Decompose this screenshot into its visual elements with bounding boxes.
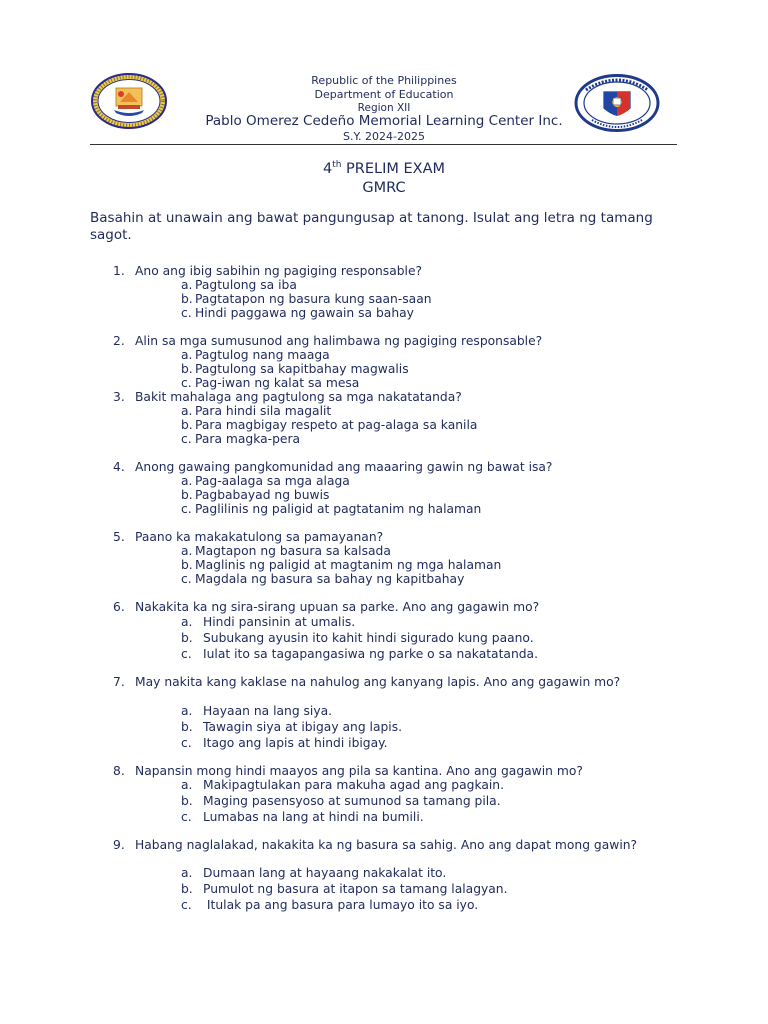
option-9c (181, 898, 478, 912)
option-letter: b. (181, 558, 193, 572)
option-text: Pagtulong sa iba (195, 278, 297, 292)
option-text: Hayaan na lang siya. (203, 704, 333, 718)
option-8c (181, 810, 424, 824)
option-letter: a. (181, 704, 193, 718)
option-text: Paglilinis ng paligid at pagtatanim ng halaman (195, 502, 482, 516)
option-letter: b. (181, 631, 193, 645)
header-region: Region XII (357, 102, 411, 114)
question-number: 6. (113, 600, 125, 614)
option-letter: b. (181, 488, 193, 502)
question-number: 9. (113, 838, 125, 852)
option-2c (181, 376, 359, 390)
option-text: Makipagtulakan para makuha agad ang pagkain. (203, 778, 505, 792)
option-text: Para hindi sila magalit (195, 404, 332, 418)
option-text: Itago ang lapis at hindi ibigay. (203, 736, 388, 750)
question-number: 7. (113, 675, 125, 689)
question-text: Anong gawaing pangkomunidad ang maaaring gawin ng bawat isa? (135, 460, 553, 474)
option-text: Maglinis ng paligid at magtanim ng mga halaman (195, 558, 502, 572)
option-2a (181, 348, 330, 362)
option-4b (181, 488, 329, 502)
option-5c (181, 572, 464, 586)
option-letter: c. (181, 572, 192, 586)
option-text: Iulat ito sa tagapangasiwa ng parke o sa nakatatanda. (203, 647, 538, 661)
option-letter: c. (181, 898, 192, 912)
option-letter: a. (181, 778, 193, 792)
option-3b (181, 418, 477, 432)
option-9b (181, 882, 508, 896)
option-2b (181, 362, 409, 376)
option-letter: a. (181, 474, 193, 488)
option-text: Pumulot ng basura at itapon sa tamang lalagyan. (203, 882, 508, 896)
exam-title (0, 161, 768, 177)
exam-ordinal: 4 (322, 161, 333, 177)
question-number: 4. (113, 460, 125, 474)
question-text: May nakita kang kaklase na nahulog ang kanyang lapis. Ano ang gagawin mo? (135, 675, 621, 689)
option-letter: c. (181, 502, 192, 516)
header-school-year: S.Y. 2024-2025 (343, 130, 425, 143)
option-6c (181, 647, 538, 661)
option-text: Itulak pa ang basura para lumayo ito sa iyo. (203, 898, 479, 912)
option-text: Magdala ng basura sa bahay ng kapitbahay (195, 572, 465, 586)
question-number: 3. (113, 390, 125, 404)
exam-title-text: PRELIM EXAM (341, 161, 446, 177)
option-7c (181, 736, 388, 750)
option-9a (181, 866, 446, 880)
question-text: Ano ang ibig sabihin ng pagiging responsable? (135, 264, 423, 278)
question-number: 5. (113, 530, 125, 544)
option-8b (181, 794, 501, 808)
option-text: Para magbigay respeto at pag-alaga sa kanila (195, 418, 478, 432)
header-department: Department of Education (314, 88, 454, 101)
option-letter: a. (181, 348, 193, 362)
option-1b (181, 292, 432, 306)
question-text: Napansin mong hindi maayos ang pila sa kantina. Ano ang gagawin mo? (135, 764, 583, 778)
option-letter: b. (181, 882, 193, 896)
exam-ordinal-suffix: th (332, 160, 342, 170)
header-divider (90, 144, 677, 145)
option-letter: a. (181, 866, 193, 880)
option-letter: c. (181, 432, 192, 446)
option-5b (181, 558, 501, 572)
option-letter: a. (181, 404, 193, 418)
option-4a (181, 474, 350, 488)
option-letter: a. (181, 278, 193, 292)
option-8a (181, 778, 504, 792)
option-letter: c. (181, 810, 192, 824)
option-text: Pagbabayad ng buwis (195, 488, 330, 502)
question-text: Nakakita ka ng sira-sirang upuan sa parke. Ano ang gagawin mo? (135, 600, 540, 614)
question-number: 1. (113, 264, 125, 278)
option-7b (181, 720, 402, 734)
question-text: Paano ka makakatulong sa pamayanan? (135, 530, 384, 544)
exam-subject: GMRC (362, 180, 406, 196)
option-text: Dumaan lang at hayaang nakakalat ito. (203, 866, 447, 880)
question-text: Bakit mahalaga ang pagtulong sa mga nakatatanda? (135, 390, 462, 404)
option-letter: a. (181, 544, 193, 558)
option-letter: b. (181, 362, 193, 376)
option-6a (181, 615, 355, 629)
option-3c (181, 432, 300, 446)
question-number: 8. (113, 764, 125, 778)
option-letter: b. (181, 720, 193, 734)
option-text: Pag-aalaga sa mga alaga (195, 474, 350, 488)
option-text: Lumabas na lang at hindi na bumili. (203, 810, 424, 824)
question-text: Alin sa mga sumusunod ang halimbawa ng pagiging responsable? (135, 334, 543, 348)
option-text: Para magka-pera (195, 432, 301, 446)
option-text: Subukang ayusin ito kahit hindi sigurado kung paano. (203, 631, 534, 645)
option-7a (181, 704, 332, 718)
option-letter: b. (181, 794, 193, 808)
question-text: Habang naglalakad, nakakita ka ng basura sa sahig. Ano ang dapat mong gawin? (135, 838, 638, 852)
option-letter: b. (181, 292, 193, 306)
instructions: Basahin at unawain ang bawat pangungusap at tanong. Isulat ang letra ng tamang sagot. (90, 210, 653, 243)
option-text: Pagtulong sa kapitbahay magwalis (195, 362, 409, 376)
option-text: Hindi pansinin at umalis. (203, 615, 356, 629)
option-4c (181, 502, 481, 516)
option-1a (181, 278, 297, 292)
option-text: Pagtatapon ng basura kung saan-saan (195, 292, 432, 306)
question-number: 2. (113, 334, 125, 348)
option-text: Magtapon ng basura sa kalsada (195, 544, 391, 558)
option-1c (181, 306, 414, 320)
option-6b (181, 631, 534, 645)
option-letter: c. (181, 376, 192, 390)
option-3a (181, 404, 331, 418)
option-text: Pagtulog nang maaga (195, 348, 330, 362)
option-letter: c. (181, 736, 192, 750)
option-text: Tawagin siya at ibigay ang lapis. (203, 720, 403, 734)
option-letter: c. (181, 306, 192, 320)
header-school-name: Pablo Omerez Cedeño Memorial Learning Center Inc. (205, 113, 563, 129)
option-text: Pag-iwan ng kalat sa mesa (195, 376, 360, 390)
option-text: Hindi paggawa ng gawain sa bahay (195, 306, 414, 320)
header-republic: Republic of the Philippines (311, 74, 457, 87)
option-letter: b. (181, 418, 193, 432)
option-text: Maging pasensyoso at sumunod sa tamang pila. (203, 794, 501, 808)
option-letter: a. (181, 615, 193, 629)
option-letter: c. (181, 647, 192, 661)
option-5a (181, 544, 391, 558)
